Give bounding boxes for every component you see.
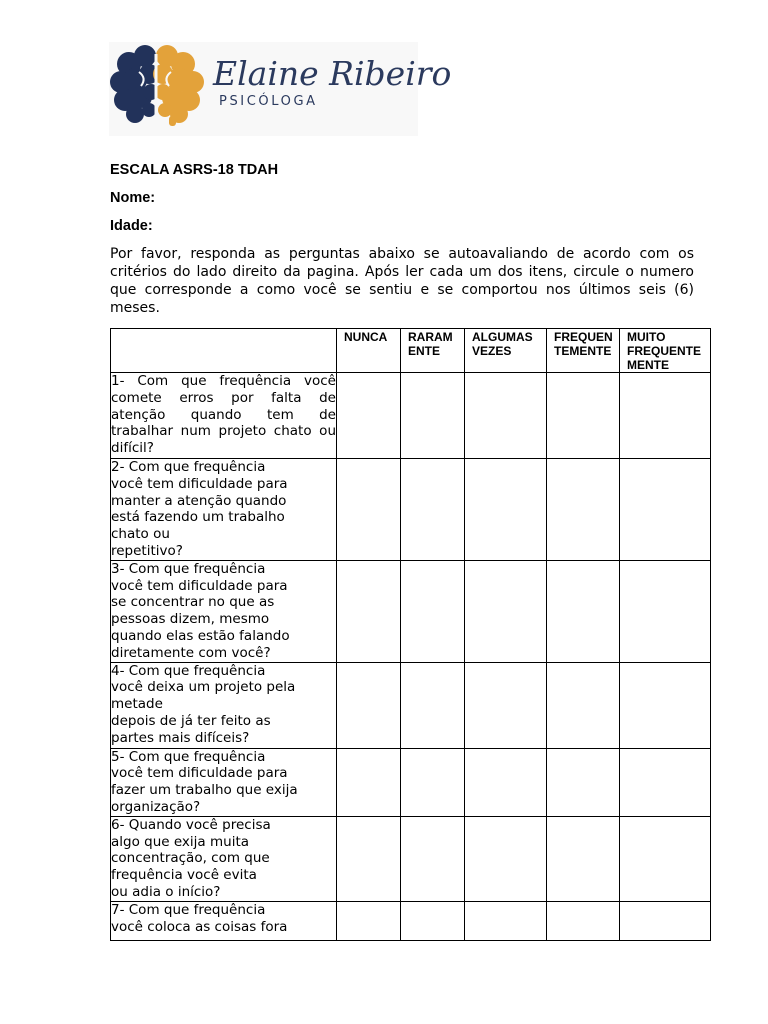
brain-logo-icon (109, 42, 209, 136)
table-row (111, 560, 711, 662)
answer-cell[interactable] (547, 901, 620, 940)
answer-cell[interactable] (401, 748, 465, 816)
answer-cell[interactable] (620, 748, 711, 816)
answer-cell[interactable] (465, 373, 547, 459)
answer-cell[interactable] (401, 901, 465, 940)
question-cell: 4- Com que frequência você deixa um projeto pela metade depois de já ter feito as partes mais difíceis? (111, 662, 337, 748)
question-cell: 3- Com que frequência você tem dificuldade para se concentrar no que as pessoas dizem, mesmo quando elas estão falando diretamente com você? (111, 560, 337, 662)
answer-cell[interactable] (465, 816, 547, 901)
answer-cell[interactable] (465, 459, 547, 561)
table-row (111, 662, 711, 748)
table-row (111, 901, 711, 940)
answer-cell[interactable] (547, 662, 620, 748)
question-cell: 1- Com que frequência você comete erros por falta de atenção quando tem de trabalhar num projeto chato ou difícil? (111, 373, 337, 459)
answer-cell[interactable] (401, 459, 465, 561)
answer-cell[interactable] (547, 459, 620, 561)
answer-cell[interactable] (401, 662, 465, 748)
answer-cell[interactable] (620, 373, 711, 459)
answer-cell[interactable] (620, 816, 711, 901)
asrs-table (110, 328, 711, 941)
answer-cell[interactable] (465, 662, 547, 748)
answer-cell[interactable] (401, 816, 465, 901)
logo (109, 42, 452, 136)
question-cell: 6- Quando você precisa algo que exija muita concentração, com que frequência você evita ou adia o início? (111, 816, 337, 901)
table-row (111, 748, 711, 816)
table-header-row (111, 329, 711, 373)
answer-cell[interactable] (337, 662, 401, 748)
table-row (111, 459, 711, 561)
question-cell: 5- Com que frequência você tem dificuldade para fazer um trabalho que exija organização? (111, 748, 337, 816)
answer-cell[interactable] (547, 816, 620, 901)
column-header: RARAMENTE (401, 329, 465, 373)
answer-cell[interactable] (337, 373, 401, 459)
answer-cell[interactable] (620, 662, 711, 748)
logo-subtitle: PSICÓLOGA (219, 94, 318, 109)
column-header: FREQUENTEMENTE (547, 329, 620, 373)
answer-cell[interactable] (465, 901, 547, 940)
answer-cell[interactable] (465, 560, 547, 662)
answer-cell[interactable] (547, 373, 620, 459)
answer-cell[interactable] (465, 748, 547, 816)
column-header: MUITO FREQUENTEMENTE (620, 329, 711, 373)
document-title: ESCALA ASRS-18 TDAH (110, 162, 279, 178)
answer-cell[interactable] (401, 373, 465, 459)
answer-cell[interactable] (337, 901, 401, 940)
header-empty-cell (111, 329, 337, 373)
answer-cell[interactable] (620, 560, 711, 662)
answer-cell[interactable] (337, 560, 401, 662)
instructions-paragraph: Por favor, responda as perguntas abaixo se autoavaliando de acordo com os critérios do lado direito da pagina. Após ler cada um dos itens, circule o numero que corresponde a como você se sentiu e se comportou nos últimos seis (6) meses. (110, 246, 694, 316)
answer-cell[interactable] (337, 816, 401, 901)
column-header: NUNCA (337, 329, 401, 373)
answer-cell[interactable] (547, 748, 620, 816)
age-label: Idade: (110, 218, 153, 234)
answer-cell[interactable] (620, 901, 711, 940)
answer-cell[interactable] (401, 560, 465, 662)
table-row (111, 373, 711, 459)
question-cell: 7- Com que frequência você coloca as coisas fora (111, 901, 337, 940)
name-label: Nome: (110, 190, 156, 206)
logo-name: Elaine Ribeiro (213, 54, 452, 93)
answer-cell[interactable] (337, 459, 401, 561)
answer-cell[interactable] (547, 560, 620, 662)
table-row (111, 816, 711, 901)
question-cell: 2- Com que frequência você tem dificuldade para manter a atenção quando está fazendo um trabalho chato ou repetitivo? (111, 459, 337, 561)
column-header: ALGUMAS VEZES (465, 329, 547, 373)
answer-cell[interactable] (620, 459, 711, 561)
answer-cell[interactable] (337, 748, 401, 816)
